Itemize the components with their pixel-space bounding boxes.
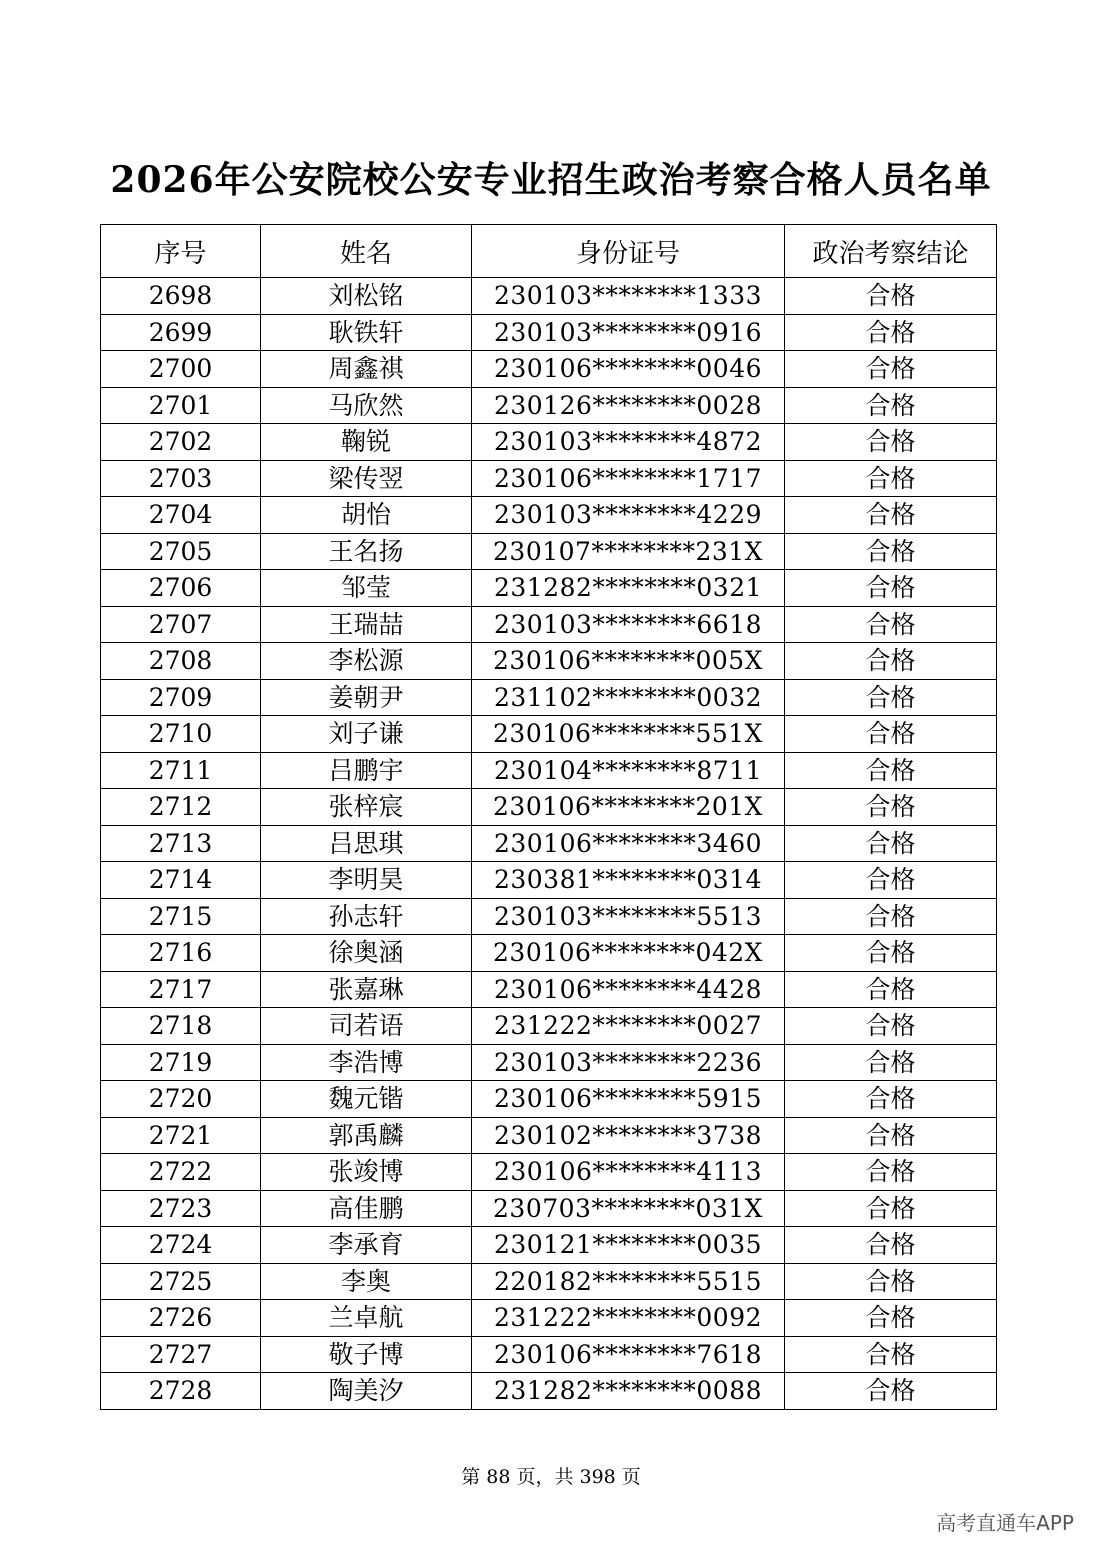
cell-seq: 2720 <box>101 1081 261 1118</box>
table-row <box>101 752 997 789</box>
table-row <box>101 898 997 935</box>
cell-name: 刘松铭 <box>261 278 472 315</box>
table-row <box>101 424 997 461</box>
table-row <box>101 387 997 424</box>
table-header-row <box>101 225 997 278</box>
cell-result: 合格 <box>785 716 997 753</box>
cell-id: 230103********1333 <box>472 278 785 315</box>
cell-name: 魏元锴 <box>261 1081 472 1118</box>
cell-name: 李明昊 <box>261 862 472 899</box>
cell-id: 231282********0321 <box>472 570 785 607</box>
cell-id: 230381********0314 <box>472 862 785 899</box>
cell-result: 合格 <box>785 1081 997 1118</box>
table-row <box>101 1081 997 1118</box>
results-table <box>100 224 997 1410</box>
cell-seq: 2721 <box>101 1117 261 1154</box>
cell-result: 合格 <box>785 278 997 315</box>
cell-id: 230103********6618 <box>472 606 785 643</box>
cell-name: 吕思琪 <box>261 825 472 862</box>
cell-name: 兰卓航 <box>261 1300 472 1337</box>
table-row <box>101 314 997 351</box>
cell-id: 230103********4229 <box>472 497 785 534</box>
cell-seq: 2709 <box>101 679 261 716</box>
cell-result: 合格 <box>785 1044 997 1081</box>
cell-name: 鞠锐 <box>261 424 472 461</box>
cell-id: 230106********042X <box>472 935 785 972</box>
table-row <box>101 1117 997 1154</box>
cell-seq: 2715 <box>101 898 261 935</box>
cell-seq: 2724 <box>101 1227 261 1264</box>
cell-id: 230121********0035 <box>472 1227 785 1264</box>
cell-seq: 2717 <box>101 971 261 1008</box>
cell-name: 孙志轩 <box>261 898 472 935</box>
cell-seq: 2699 <box>101 314 261 351</box>
table-row <box>101 1008 997 1045</box>
cell-result: 合格 <box>785 351 997 388</box>
cell-id: 230703********031X <box>472 1190 785 1227</box>
header-seq: 序号 <box>101 225 261 278</box>
cell-seq: 2707 <box>101 606 261 643</box>
cell-seq: 2701 <box>101 387 261 424</box>
table-row <box>101 1154 997 1191</box>
table-row <box>101 935 997 972</box>
table-row <box>101 1300 997 1337</box>
cell-name: 姜朝尹 <box>261 679 472 716</box>
cell-result: 合格 <box>785 497 997 534</box>
cell-seq: 2704 <box>101 497 261 534</box>
cell-name: 吕鹏宇 <box>261 752 472 789</box>
cell-seq: 2700 <box>101 351 261 388</box>
cell-seq: 2706 <box>101 570 261 607</box>
watermark-text: 高考直通车APP <box>936 1511 1074 1535</box>
table-row <box>101 533 997 570</box>
cell-result: 合格 <box>785 643 997 680</box>
cell-seq: 2711 <box>101 752 261 789</box>
cell-seq: 2710 <box>101 716 261 753</box>
cell-seq: 2726 <box>101 1300 261 1337</box>
header-result: 政治考察结论 <box>785 225 997 278</box>
table-row <box>101 825 997 862</box>
cell-result: 合格 <box>785 314 997 351</box>
cell-seq: 2718 <box>101 1008 261 1045</box>
cell-result: 合格 <box>785 862 997 899</box>
cell-seq: 2714 <box>101 862 261 899</box>
cell-seq: 2705 <box>101 533 261 570</box>
table-body <box>101 278 997 1410</box>
cell-result: 合格 <box>785 679 997 716</box>
cell-name: 徐奥涵 <box>261 935 472 972</box>
cell-result: 合格 <box>785 1008 997 1045</box>
cell-name: 李承育 <box>261 1227 472 1264</box>
cell-seq: 2698 <box>101 278 261 315</box>
cell-id: 230126********0028 <box>472 387 785 424</box>
cell-name: 马欣然 <box>261 387 472 424</box>
page-title: 2026年公安院校公安专业招生政治考察合格人员名单 <box>110 159 992 201</box>
cell-name: 耿铁轩 <box>261 314 472 351</box>
cell-result: 合格 <box>785 570 997 607</box>
cell-result: 合格 <box>785 1263 997 1300</box>
table-row <box>101 1336 997 1373</box>
cell-seq: 2702 <box>101 424 261 461</box>
cell-result: 合格 <box>785 1154 997 1191</box>
cell-name: 敬子博 <box>261 1336 472 1373</box>
cell-id: 230103********2236 <box>472 1044 785 1081</box>
cell-result: 合格 <box>785 606 997 643</box>
cell-result: 合格 <box>785 752 997 789</box>
cell-name: 周鑫祺 <box>261 351 472 388</box>
cell-result: 合格 <box>785 825 997 862</box>
cell-id: 230104********8711 <box>472 752 785 789</box>
cell-result: 合格 <box>785 533 997 570</box>
cell-seq: 2722 <box>101 1154 261 1191</box>
cell-seq: 2703 <box>101 460 261 497</box>
cell-name: 王瑞喆 <box>261 606 472 643</box>
cell-result: 合格 <box>785 935 997 972</box>
table-row <box>101 643 997 680</box>
cell-id: 230106********4428 <box>472 971 785 1008</box>
header-name: 姓名 <box>261 225 472 278</box>
cell-id: 230103********0916 <box>472 314 785 351</box>
cell-seq: 2708 <box>101 643 261 680</box>
cell-result: 合格 <box>785 1300 997 1337</box>
cell-id: 230106********3460 <box>472 825 785 862</box>
cell-id: 231222********0092 <box>472 1300 785 1337</box>
cell-name: 李奥 <box>261 1263 472 1300</box>
cell-id: 230106********201X <box>472 789 785 826</box>
cell-name: 邹莹 <box>261 570 472 607</box>
cell-name: 张竣博 <box>261 1154 472 1191</box>
table-row <box>101 862 997 899</box>
cell-id: 230106********551X <box>472 716 785 753</box>
cell-id: 230106********1717 <box>472 460 785 497</box>
cell-name: 张梓宸 <box>261 789 472 826</box>
table-row <box>101 1263 997 1300</box>
table-row <box>101 1044 997 1081</box>
cell-name: 王名扬 <box>261 533 472 570</box>
cell-name: 张嘉琳 <box>261 971 472 1008</box>
page-footer: 第 88 页，共 398 页 <box>461 1466 641 1488</box>
table-row <box>101 278 997 315</box>
cell-id: 230106********7618 <box>472 1336 785 1373</box>
cell-name: 李浩博 <box>261 1044 472 1081</box>
table-row <box>101 716 997 753</box>
cell-result: 合格 <box>785 1117 997 1154</box>
cell-result: 合格 <box>785 1190 997 1227</box>
table-row <box>101 570 997 607</box>
table-row <box>101 497 997 534</box>
cell-id: 231282********0088 <box>472 1373 785 1410</box>
cell-name: 梁传翌 <box>261 460 472 497</box>
cell-result: 合格 <box>785 424 997 461</box>
cell-result: 合格 <box>785 971 997 1008</box>
cell-id: 230107********231X <box>472 533 785 570</box>
cell-id: 231222********0027 <box>472 1008 785 1045</box>
table-row <box>101 679 997 716</box>
cell-result: 合格 <box>785 789 997 826</box>
cell-result: 合格 <box>785 898 997 935</box>
cell-name: 陶美汐 <box>261 1373 472 1410</box>
cell-name: 郭禹麟 <box>261 1117 472 1154</box>
cell-seq: 2719 <box>101 1044 261 1081</box>
table-container <box>100 224 997 1410</box>
table-row <box>101 1373 997 1410</box>
table-row <box>101 971 997 1008</box>
cell-result: 合格 <box>785 1373 997 1410</box>
table-row <box>101 460 997 497</box>
table-row <box>101 789 997 826</box>
cell-id: 230106********005X <box>472 643 785 680</box>
cell-name: 高佳鹏 <box>261 1190 472 1227</box>
cell-name: 李松源 <box>261 643 472 680</box>
cell-seq: 2713 <box>101 825 261 862</box>
cell-result: 合格 <box>785 1336 997 1373</box>
cell-name: 司若语 <box>261 1008 472 1045</box>
table-row <box>101 606 997 643</box>
cell-id: 230106********5915 <box>472 1081 785 1118</box>
cell-id: 230106********4113 <box>472 1154 785 1191</box>
cell-id: 230102********3738 <box>472 1117 785 1154</box>
cell-id: 230103********4872 <box>472 424 785 461</box>
cell-name: 胡怡 <box>261 497 472 534</box>
cell-id: 230103********5513 <box>472 898 785 935</box>
table-row <box>101 1227 997 1264</box>
cell-id: 220182********5515 <box>472 1263 785 1300</box>
cell-result: 合格 <box>785 1227 997 1264</box>
cell-result: 合格 <box>785 387 997 424</box>
cell-seq: 2725 <box>101 1263 261 1300</box>
table-row <box>101 351 997 388</box>
table-row <box>101 1190 997 1227</box>
cell-seq: 2727 <box>101 1336 261 1373</box>
cell-result: 合格 <box>785 460 997 497</box>
cell-seq: 2716 <box>101 935 261 972</box>
cell-seq: 2728 <box>101 1373 261 1410</box>
cell-seq: 2712 <box>101 789 261 826</box>
cell-seq: 2723 <box>101 1190 261 1227</box>
header-id: 身份证号 <box>472 225 785 278</box>
cell-id: 231102********0032 <box>472 679 785 716</box>
cell-id: 230106********0046 <box>472 351 785 388</box>
cell-name: 刘子谦 <box>261 716 472 753</box>
